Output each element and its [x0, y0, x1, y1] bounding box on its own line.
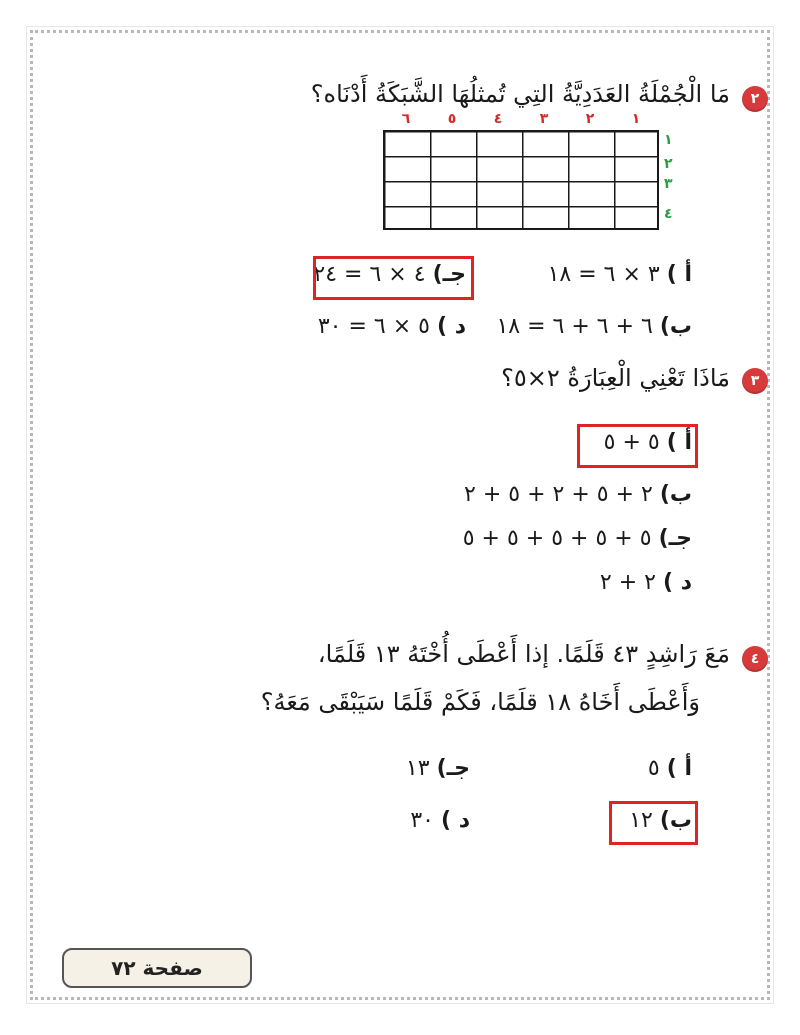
option-label: جـ) [658, 526, 692, 551]
question-4-line-1: مَعَ رَاشِدٍ ٤٣ قَلَمًا. إذا أَعْطَى أُخْتَهُ ١٣ قَلَمًا، [317, 640, 730, 668]
question-2-number-badge [742, 86, 768, 112]
option-value: ٤ × ٦ = ٢٤ [313, 262, 426, 287]
question-3-number: ٣ [750, 373, 760, 389]
page-number-label: صفحة ٧٢ [111, 956, 203, 980]
answer-highlight-box [313, 256, 474, 300]
option-value: ٢ + ٥ + ٢ + ٥ + ٢ [464, 482, 653, 507]
option-label: أ ) [666, 430, 692, 455]
option-value: ٣ × ٦ = ١٨ [547, 262, 660, 287]
array-grid [383, 130, 659, 230]
grid-column-label: ٢ [585, 111, 595, 127]
q4-option-c[interactable] [406, 756, 470, 781]
grid-row-label: ٤ [664, 206, 673, 222]
grid-column-label: ١ [631, 111, 641, 127]
question-3-number-badge [742, 368, 768, 394]
option-value: ١٣ [405, 756, 430, 781]
option-label: أ ) [666, 756, 692, 781]
question-4-number-badge [742, 646, 768, 672]
q4-option-a[interactable] [648, 756, 692, 781]
grid-row-label: ١ [664, 132, 673, 148]
answer-highlight-box [609, 801, 698, 845]
q3-option-c[interactable] [463, 526, 692, 551]
option-label: د ) [436, 314, 466, 339]
option-label: جـ) [436, 756, 470, 781]
grid-column-label: ٤ [493, 111, 503, 127]
option-value: ١٢ [629, 808, 653, 833]
option-value: ٦ + ٦ + ٦ = ١٨ [496, 314, 653, 339]
option-value: ٢ + ٢ [599, 570, 656, 595]
q4-option-d[interactable] [410, 808, 470, 833]
question-3-text: مَاذَا تَعْنِي الْعِبَارَةُ ٢×٥؟ [501, 364, 730, 392]
option-label: ب) [659, 314, 692, 339]
q3-option-b[interactable] [464, 482, 692, 507]
option-label: ب) [659, 808, 692, 833]
option-value: ٣٠ [410, 808, 434, 833]
option-label: ب) [659, 482, 692, 507]
option-label: د ) [662, 570, 692, 595]
grid-row-label: ٢ [664, 156, 673, 172]
question-2-number: ٢ [750, 91, 760, 107]
q2-option-d[interactable] [318, 314, 466, 339]
question-2-text: مَا الْجُمْلَةُ العَدَدِيَّةُ التِي تُمثلُهَا الشَّبَكَةُ أَدْنَاه؟ [310, 80, 730, 108]
q2-option-a[interactable] [548, 262, 692, 287]
option-value: ٥ [647, 756, 660, 781]
grid-column-label: ٣ [539, 111, 549, 127]
grid-column-label: ٦ [401, 111, 411, 127]
question-4-number: ٤ [750, 651, 760, 667]
option-value: ٥ × ٦ = ٣٠ [317, 314, 430, 339]
page-number-tab [62, 948, 252, 988]
option-label: جـ) [432, 262, 466, 287]
option-value: ٥ + ٥ + ٥ + ٥ + ٥ [462, 526, 652, 551]
question-4-line-2: وَأَعْطَى أَخَاهُ ١٨ قلَمًا، فَكَمْ قَلَمًا سَيَبْقَى مَعَهُ؟ [260, 688, 700, 716]
option-label: د ) [440, 808, 470, 833]
answer-highlight-box [577, 424, 698, 468]
q3-option-d[interactable] [600, 570, 692, 595]
grid-row-label: ٣ [664, 176, 673, 192]
grid-column-label: ٥ [447, 111, 457, 127]
q2-option-b[interactable] [496, 314, 692, 339]
option-value: ٥ + ٥ [603, 430, 660, 455]
option-label: أ ) [666, 262, 692, 287]
